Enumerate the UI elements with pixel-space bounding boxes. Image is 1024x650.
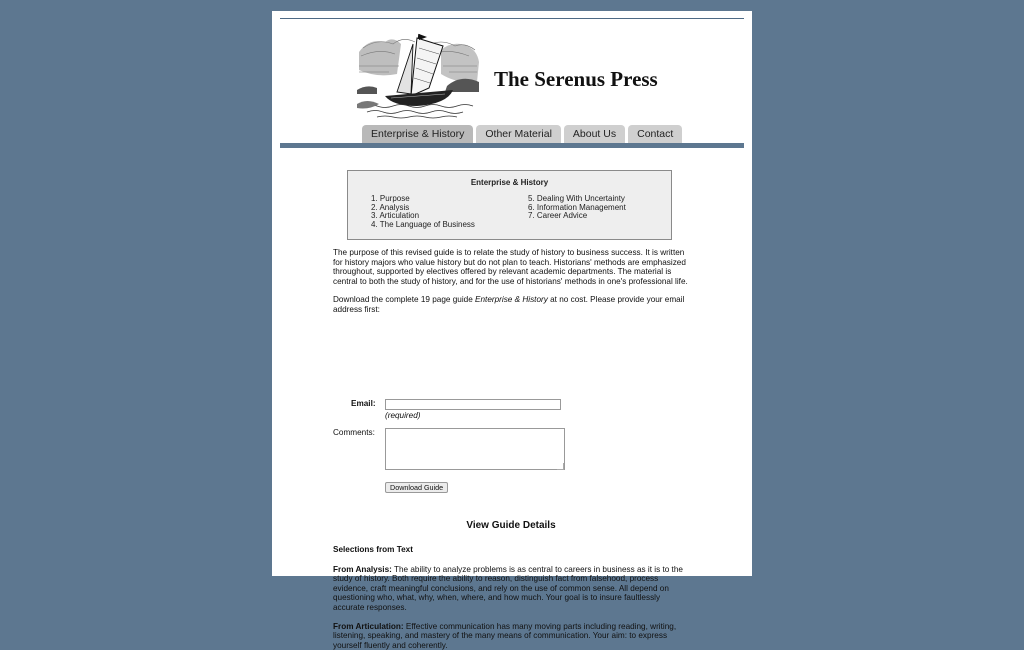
toc-item-dealing-with-uncertainty[interactable]: 5. Dealing With Uncertainty (528, 194, 625, 203)
table-of-contents (347, 170, 672, 240)
excerpt-text: The ability to analyze problems is as central to careers in business as it is to the study of history. Both require the ability to reason, distinguish fact from falsehood, process evidence, craft meaningful conclusions, and rely on the use of common sense. All depend on questioning who, what, why, when, where, and how much. Your goal is to insure faultlessly accurate responses. (333, 564, 683, 612)
toc-item-analysis[interactable]: 2. Analysis (371, 202, 410, 212)
view-guide-details-link[interactable]: View Guide Details (466, 519, 556, 531)
nav-tab-other-material[interactable]: Other Material (476, 125, 561, 143)
selections-heading: Selections from Text (333, 544, 413, 554)
nav-tab-enterprise-history[interactable]: Enterprise & History (362, 125, 473, 143)
toc-item-career-advice[interactable]: 7. Career Advice (528, 211, 588, 220)
main-content (333, 248, 689, 650)
sailboat-engraving-icon (357, 26, 481, 120)
toc-item-purpose[interactable]: 1. Purpose (371, 194, 410, 203)
excerpt-label: From Articulation: (333, 621, 404, 631)
toc-title: Enterprise & History (470, 178, 549, 187)
comments-textarea[interactable] (385, 428, 565, 470)
email-input[interactable] (385, 399, 561, 410)
intro-paragraph: The purpose of this revised guide is to relate the study of history to business success. It is written for history majors who value history but do not plan to teach. Historians' methods are emphasized throughout, supported by electives offered by relevant academic departments. The material is central to both the study of history, and for the use of historians' methods in one's professional life. (333, 248, 688, 286)
required-note: (required) (385, 410, 421, 420)
toc-left-column (371, 195, 475, 229)
top-rule (280, 18, 744, 19)
excerpt-articulation (333, 622, 689, 650)
excerpt-label: From Analysis: (333, 564, 392, 574)
excerpt-text: Effective communication has many moving parts including reading, writing, listening, speaking, and mastery of the many means of communication. Your aim: to express yourself fluently and coherently. (333, 621, 677, 650)
main-nav (362, 125, 682, 143)
comments-label: Comments: (333, 427, 375, 437)
nav-tab-contact[interactable]: Contact (628, 125, 682, 143)
guide-title: Enterprise & History (475, 295, 548, 305)
toc-item-information-management[interactable]: 6. Information Management (528, 202, 626, 212)
toc-right-column (528, 195, 626, 221)
download-prompt: Download the complete 19 page guide Enterprise & History at no cost. Please provide your email address first: (333, 295, 685, 314)
download-guide-button[interactable]: Download Guide (385, 482, 448, 493)
nav-tab-about-us[interactable]: About Us (564, 125, 625, 143)
nav-bar (280, 143, 744, 148)
site-title: The Serenus Press (494, 67, 658, 91)
toc-item-language-of-business[interactable]: 4. The Language of Business (371, 219, 475, 229)
excerpt-analysis (333, 565, 689, 613)
toc-item-articulation[interactable]: 3. Articulation (371, 211, 420, 220)
page-container (272, 11, 752, 650)
email-label: Email: (351, 398, 376, 408)
resize-grip-icon[interactable] (557, 463, 564, 470)
